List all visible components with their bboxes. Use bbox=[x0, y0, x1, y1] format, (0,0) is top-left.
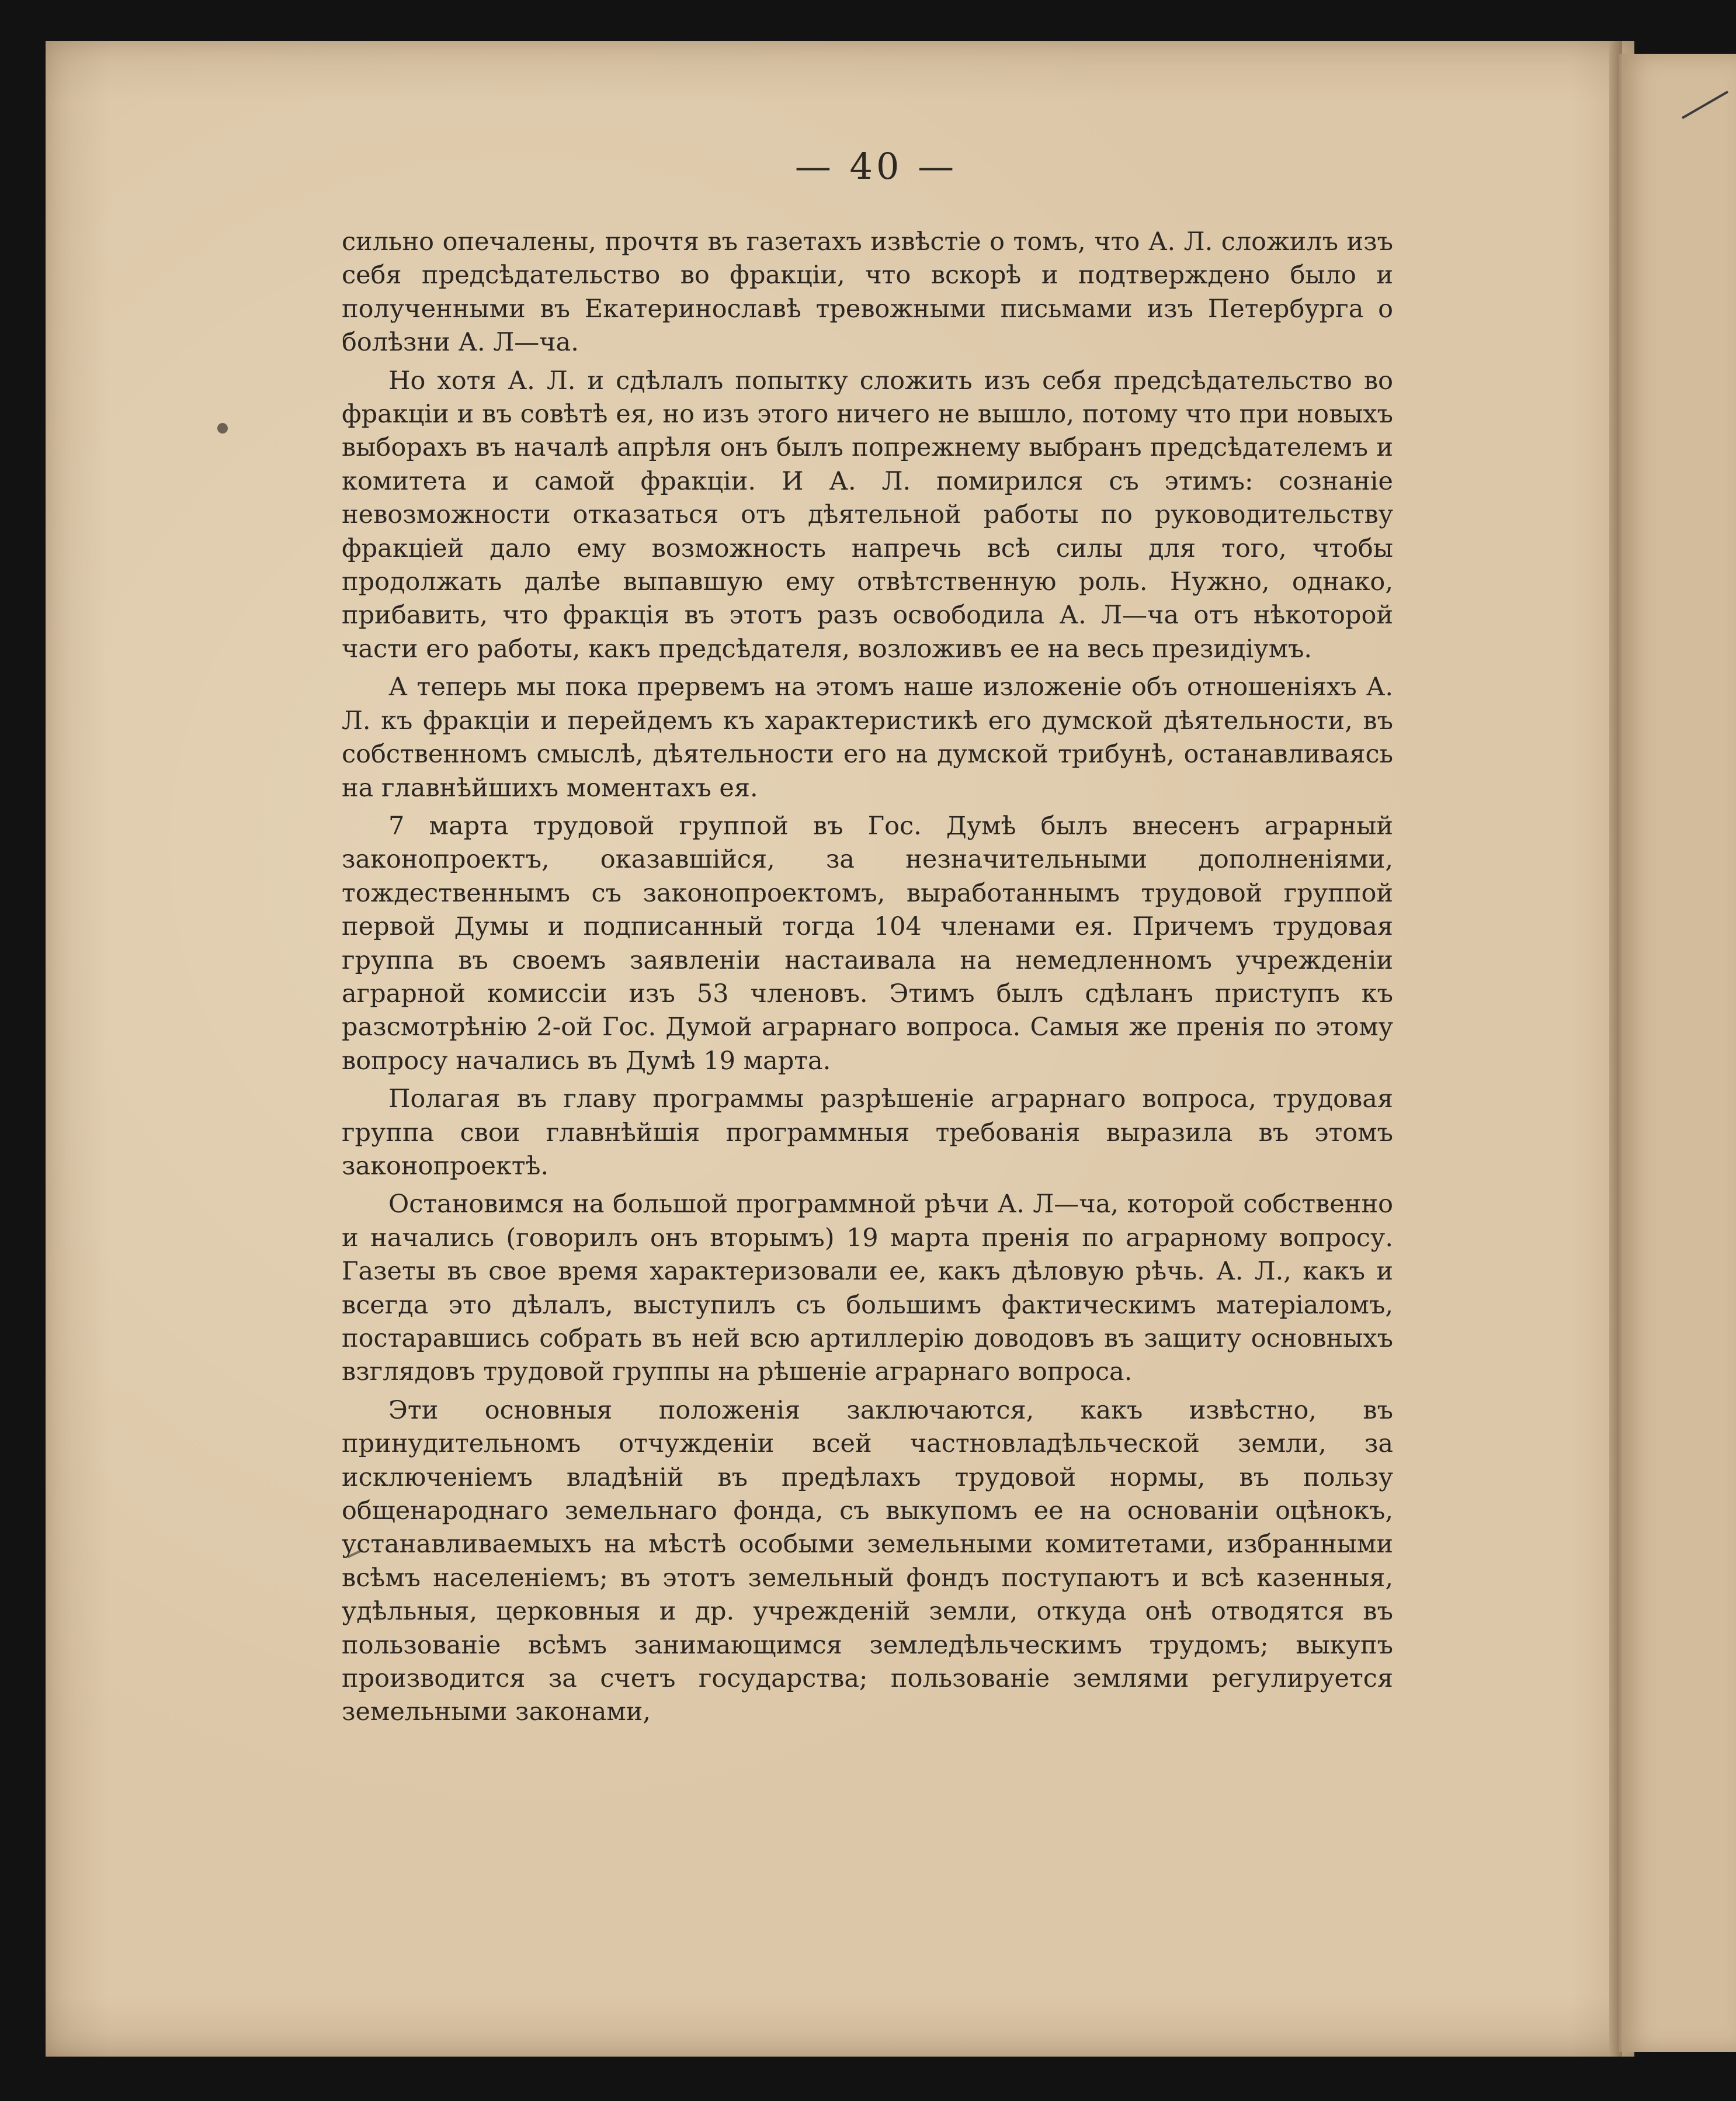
paragraph: 7 марта трудовой группой въ Гос. Думѣ былъ внесенъ аграрный законопроектъ, оказавшійся, за незначительными дополненіями, тождественнымъ съ законопроектомъ, выработаннымъ трудовой группой первой Думы и подписанный тогда 104 членами ея. Причемъ трудовая группа въ своемъ заявленіи настаивала на немедленномъ учрежденіи аграрной комиссіи изъ 53 членовъ. Этимъ былъ сдѣланъ приступъ къ разсмотрѣнію 2-ой Гос. Думой аграрнаго вопроса. Самыя же пренія по этому вопросу начались въ Думѣ 19 марта. bbox=[342, 811, 1393, 1076]
paragraph: сильно опечалены, прочтя въ газетахъ извѣстіе о томъ, что А. Л. сложилъ изъ себя предсѣдательство во фракціи, что вскорѣ и подтверждено было и полученными въ Екатеринославѣ тревожными письмами изъ Петербурга о болѣзни А. Л—ча. bbox=[342, 227, 1393, 358]
paragraph: Полагая въ главу программы разрѣшеніе аграрнаго вопроса, трудовая группа свои главнѣйшія программныя требованія выразила въ этомъ законопроектѣ. bbox=[342, 1084, 1393, 1181]
paragraph: Остановимся на большой программной рѣчи А. Л—ча, которой собственно и начались (говорилъ онъ вторымъ) 19 марта пренія по аграрному вопросу. Газеты въ свое время характеризовали ее, какъ дѣловую рѣчь. А. Л., какъ и всегда это дѣлалъ, выступилъ съ большимъ фактическимъ матеріаломъ, постаравшись собрать въ ней всю артиллерію доводовъ въ защиту основныхъ взглядовъ трудовой группы на рѣшеніе аграрнаго вопроса. bbox=[342, 1190, 1393, 1387]
page-number: — 40 — bbox=[794, 145, 958, 188]
paragraph: Эти основныя положенія заключаются, какъ извѣстно, въ принудительномъ отчужденіи всей частновладѣльческой земли, за исключеніемъ владѣній въ предѣлахъ трудовой нормы, въ пользу общенароднаго земельнаго фонда, съ выкупомъ ее на основаніи оцѣнокъ, устанавливаемыхъ на мѣстѣ особыми земельными комитетами, избранными всѣмъ населеніемъ; въ этотъ земельный фондъ поступаютъ и всѣ казенныя, удѣльныя, церковныя и др. учрежденій земли, откуда онѣ отводятся въ пользованіе всѣмъ занимающимся земледѣльческимъ трудомъ; выкупъ производится за счетъ государства; пользованіе землями регулируется земельными законами, bbox=[342, 1395, 1393, 1727]
body-text bbox=[342, 226, 1393, 1734]
paragraph: А теперь мы пока прервемъ на этомъ наше изложеніе объ отношеніяхъ А. Л. къ фракціи и перейдемъ къ характеристикѣ его думской дѣятельности, въ собственномъ смыслѣ, дѣятельности его на думской трибунѣ, останавливаясь на главнѣйшихъ моментахъ ея. bbox=[342, 672, 1393, 803]
adjacent-page-edge bbox=[1619, 54, 1736, 2052]
paragraph: Но хотя А. Л. и сдѣлалъ попытку сложить изъ себя предсѣдательство во фракціи и въ совѣтѣ ея, но изъ этого ничего не вышло, потому что при новыхъ выборахъ въ началѣ апрѣля онъ былъ попрежнему выбранъ предсѣдателемъ и комитета и самой фракціи. И А. Л. помирился съ этимъ: сознаніе невозможности отказаться отъ дѣятельной работы по руководительству фракціей дало ему возможность напречь всѣ силы для того, чтобы продолжать далѣе выпавшую ему отвѣтственную роль. Нужно, однако, прибавить, что фракція въ этотъ разъ освободила А. Л—ча отъ нѣкоторой части его работы, какъ предсѣдателя, возложивъ ее на весь президіумъ. bbox=[342, 366, 1393, 664]
margin-dot-mark bbox=[217, 423, 228, 434]
